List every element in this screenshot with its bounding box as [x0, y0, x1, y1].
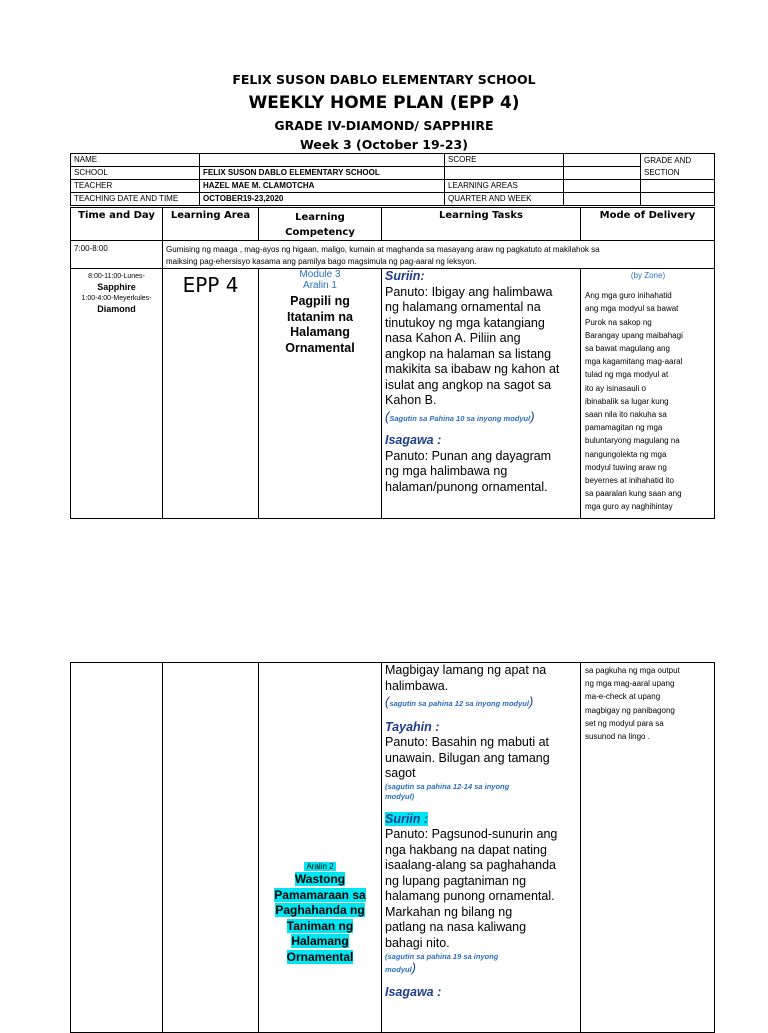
teacher-label: TEACHER: [71, 180, 200, 193]
info-table: [70, 153, 715, 206]
empty-cell: [564, 180, 641, 193]
column-header-delivery: Mode of Delivery: [581, 208, 715, 241]
name-value: [200, 154, 445, 167]
teacher-value: HAZEL MAE M. CLAMOTCHA: [200, 180, 445, 193]
competency-title: Wastong Pamamaraan sa Paghahanda ng Taniman ng Halamang Ornamental: [274, 872, 366, 964]
plan-title: WEEKLY HOME PLAN (EPP 4): [248, 93, 520, 113]
empty-cell: [564, 167, 641, 180]
school-title: FELIX SUSON DABLO ELEMENTARY SCHOOL: [232, 72, 536, 87]
score-value: [564, 154, 641, 167]
date-value: OCTOBER19-23,2020: [200, 193, 445, 206]
answer-note: (sagutin sa pahina 19 sa inyong modyul): [385, 952, 499, 975]
empty-cell: [163, 663, 259, 1033]
column-header-time: Time and Day: [71, 208, 163, 241]
morning-routine: Gumising ng maaga , mag-ayos ng higaan, maligo, kumain at maghanda sa masayang araw ng pagkatuto at makilahok sa maiksing pag-ehersisyo kasama ang pamilya bago magsimula ng pag-aaral ng leksyon.: [163, 241, 715, 269]
schedule-cell: [71, 269, 163, 519]
empty-cell: [564, 193, 641, 206]
grade-section-label: GRADE AND SECTION: [641, 154, 715, 180]
column-header-competency: Learning Competency: [259, 208, 382, 241]
competency-title: Pagpili ng Itatanim na Halamang Ornamental: [285, 294, 355, 355]
schedule-section: Sapphire: [97, 282, 136, 292]
school-value: FELIX SUSON DABLO ELEMENTARY SCHOOL: [200, 167, 445, 180]
schedule-section: Diamond: [97, 304, 136, 314]
competency-cell: [259, 269, 382, 519]
delivery-zone: (by Zone): [630, 271, 666, 280]
weekly-plan-table: [70, 207, 715, 519]
task-instructions: Magbigay lamang ng apat na halimbawa.: [385, 663, 547, 693]
tayahin-heading: Tayahin :: [385, 719, 440, 734]
grade-title: GRADE IV-DIAMOND/ SAPPHIRE: [274, 118, 494, 133]
aralin-label: Aralin 2: [306, 862, 334, 871]
learning-area: EPP 4: [182, 273, 239, 297]
suriin-heading: Suriin :: [385, 811, 429, 826]
score-label: SCORE: [445, 154, 564, 167]
empty-cell: [641, 180, 715, 193]
delivery-cell: sa pagkuha ng mga output ng mga mag-aaral upang ma-e-check at upang magbigay ng panibagong set ng modyul para sa susunod na lingo .: [581, 663, 715, 1033]
empty-cell: [71, 663, 163, 1033]
tasks-cell: [382, 269, 581, 519]
isagawa-heading: Isagawa :: [385, 985, 442, 999]
suriin-instructions: Panuto: Ibigay ang halimbawa ng halamang ornamental na tinutukoy ng mga katangiang nasa Kahon A. Piliin ang angkop na halaman sa listang makikita sa ibabaw ng kahon at isulat ang angkop na sagot sa Kahon B.: [385, 284, 560, 407]
aralin-label: Aralin 1: [303, 280, 337, 291]
answer-note: (sagutin sa pahina 12-14 sa inyong modyul): [385, 781, 510, 801]
week-title: Week 3 (October 19-23): [300, 137, 468, 152]
suriin-heading: Suriin:: [385, 269, 425, 283]
delivery-description: Ang mga guro inihahatid ang mga modyul sa bawat Purok na sakop ng Barangay upang maibahagi sa bawat magulang ang mga kagamitang mag-aaral tulad ng mga modyul at ito ay isinasauli o ibinabalik sa lugar kung saan nila ito nakuha sa pamamagitan ng mga buluntaryong magulang na nangungolekta ng mga modyul tuwing araw ng beyernes at inihahatid ito sa paaralan kung saan ang mga guro ay naghihintay: [585, 291, 683, 512]
name-label: NAME: [71, 154, 200, 167]
date-label: TEACHING DATE AND TIME: [71, 193, 200, 206]
schedule-time: 1:00-4:00-Meyerkules-: [81, 295, 152, 302]
morning-time: 7:00-8:00: [71, 241, 163, 269]
quarter-label: QUARTER AND WEEK: [445, 193, 564, 206]
learning-areas-label: LEARNING AREAS: [445, 180, 564, 193]
schedule-time: 8:00-11:00-Lunes-: [88, 273, 145, 280]
answer-note: (Sagutin sa Pahina 10 sa inyong modyul): [385, 408, 535, 424]
weekly-plan-table-continued: [70, 662, 715, 1033]
delivery-cell: [581, 269, 715, 519]
module-label: Module 3: [299, 269, 341, 280]
suriin-instructions: Panuto: Pagsunod-sunurin ang nga hakbang na dapat nating isaalang-alang sa paghahanda ng lupang pagtaniman ng halamang punong ornamental. Markahan ng bilang ng patlang na nasa kaliwang bahagi nito.: [385, 827, 558, 950]
answer-note: (sagutin sa pahina 12 sa inyong modyul): [385, 694, 534, 709]
isagawa-instructions: Panuto: Punan ang dayagram ng mga halimbawa ng halaman/punong ornamental.: [385, 448, 552, 494]
empty-cell: [445, 167, 564, 180]
learning-area-cell: [163, 269, 259, 519]
tasks-cell: [382, 663, 581, 1033]
tayahin-instructions: Panuto: Basahin ng mabuti at unawain. Bilugan ang tamang sagot: [385, 735, 550, 780]
school-label: SCHOOL: [71, 167, 200, 180]
column-header-tasks: Learning Tasks: [382, 208, 581, 241]
column-header-area: Learning Area: [163, 208, 259, 241]
isagawa-heading: Isagawa :: [385, 433, 442, 447]
competency-cell: [259, 663, 382, 1033]
empty-cell: [641, 193, 715, 206]
